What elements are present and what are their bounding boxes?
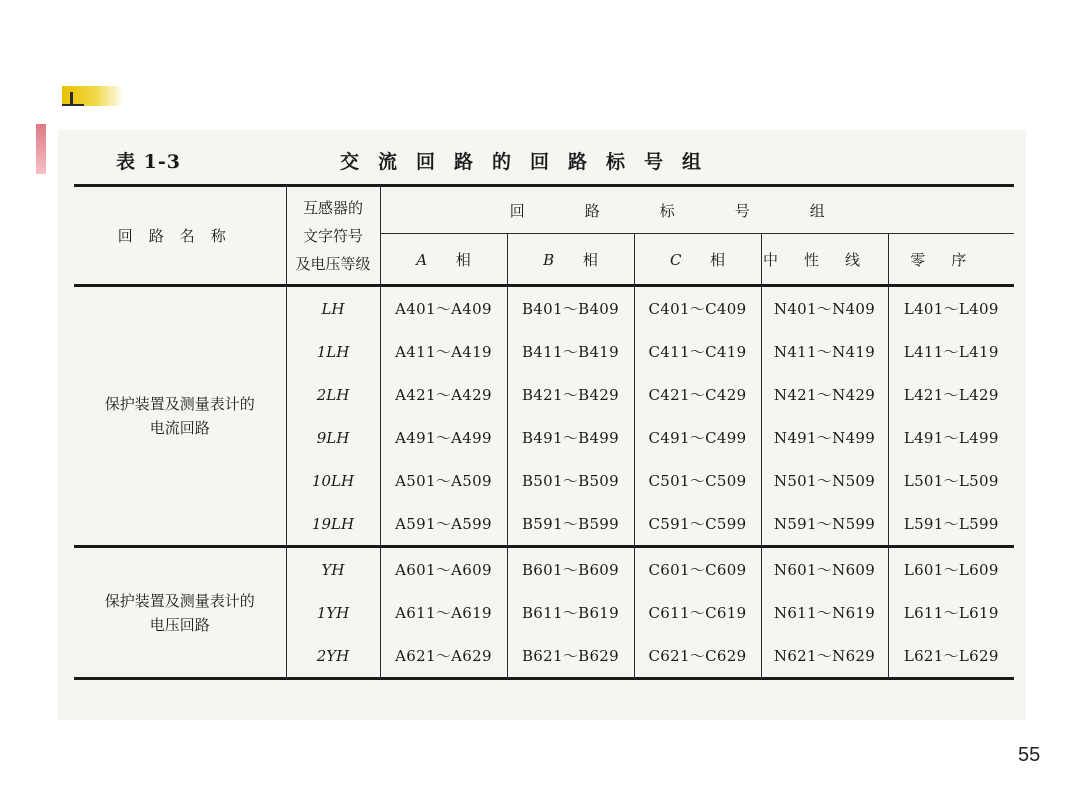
cell-phase-b: B501～B509 <box>507 459 634 502</box>
row-symbol: 1YH <box>286 591 380 634</box>
row-symbol: 1LH <box>286 330 380 373</box>
slide-side-bar <box>36 124 46 174</box>
cell-phase-c: C491～C499 <box>634 416 761 459</box>
cell-zero-sequence: L421～L429 <box>888 373 1014 416</box>
table-row <box>74 286 1014 331</box>
cell-phase-b: B591～B599 <box>507 502 634 547</box>
cell-neutral: N601～N609 <box>761 547 888 592</box>
phase-suffix: 相 <box>455 250 471 269</box>
cell-zero-sequence: L491～L499 <box>888 416 1014 459</box>
cell-phase-a: A621～A629 <box>380 634 507 679</box>
cell-zero-sequence: L621～L629 <box>888 634 1014 679</box>
slide-accent-baseline <box>62 104 84 106</box>
row-symbol: YH <box>286 547 380 592</box>
header-number-group: 回路标号组 <box>380 186 1014 234</box>
cell-zero-sequence: L501～L509 <box>888 459 1014 502</box>
table-number: 表 1-3 <box>116 151 181 173</box>
cell-neutral: N611～N619 <box>761 591 888 634</box>
cell-phase-a: A491～A499 <box>380 416 507 459</box>
group-name-line-1: 保护装置及测量表计的 <box>104 395 255 413</box>
row-symbol: 10LH <box>286 459 380 502</box>
cell-neutral: N491～N499 <box>761 416 888 459</box>
cell-phase-b: B611～B619 <box>507 591 634 634</box>
table-title: 交流回路的回路标号组 <box>340 151 721 173</box>
group-name-line-2: 电流回路 <box>149 419 210 437</box>
cell-neutral: N501～N509 <box>761 459 888 502</box>
cell-phase-b: B421～B429 <box>507 373 634 416</box>
group-name-line-2: 电压回路 <box>149 615 210 634</box>
cell-zero-sequence: L601～L609 <box>888 547 1014 592</box>
cell-phase-c: C611～C619 <box>634 591 761 634</box>
cell-neutral: N401～N409 <box>761 286 888 331</box>
cell-neutral: N621～N629 <box>761 634 888 679</box>
cell-phase-c: C421～C429 <box>634 373 761 416</box>
row-symbol: 2YH <box>286 634 380 679</box>
group-name-voltage <box>74 547 286 679</box>
header-phase-b <box>507 234 634 286</box>
group-name-current <box>74 286 286 547</box>
cell-zero-sequence: L611～L619 <box>888 591 1014 634</box>
phase-letter: A <box>416 250 428 269</box>
row-symbol: 9LH <box>286 416 380 459</box>
phase-letter: C <box>669 250 682 269</box>
header-row-top <box>74 186 1014 234</box>
cell-neutral: N591～N599 <box>761 502 888 547</box>
page-number: 55 <box>1018 744 1041 766</box>
phase-letter: B <box>543 250 555 269</box>
cell-phase-c: C411～C419 <box>634 330 761 373</box>
cell-neutral: N421～N429 <box>761 373 888 416</box>
header-symbol-line-2: 文字符号 <box>302 226 363 245</box>
cell-phase-a: A421～A429 <box>380 373 507 416</box>
cell-phase-a: A591～A599 <box>380 502 507 547</box>
row-symbol: 19LH <box>286 502 380 547</box>
cell-phase-b: B621～B629 <box>507 634 634 679</box>
cell-phase-c: C621～C629 <box>634 634 761 679</box>
cell-phase-b: B411～B419 <box>507 330 634 373</box>
header-zero-sequence: 零序 <box>888 234 1014 286</box>
header-symbol-line-1: 互感器的 <box>302 198 363 217</box>
cell-phase-a: A401～A409 <box>380 286 507 331</box>
header-symbol <box>286 186 380 286</box>
cell-neutral: N411～N419 <box>761 330 888 373</box>
cell-phase-c: C401～C409 <box>634 286 761 331</box>
header-neutral: 中性线 <box>761 234 888 286</box>
cell-phase-a: A601～A609 <box>380 547 507 592</box>
cell-phase-c: C601～C609 <box>634 547 761 592</box>
cell-zero-sequence: L401～L409 <box>888 286 1014 331</box>
cell-phase-b: B491～B499 <box>507 416 634 459</box>
header-phase-c <box>634 234 761 286</box>
circuit-number-table <box>74 184 1014 680</box>
cell-phase-a: A501～A509 <box>380 459 507 502</box>
row-symbol: 2LH <box>286 373 380 416</box>
phase-suffix: 相 <box>582 250 598 269</box>
header-phase-a <box>380 234 507 286</box>
cell-zero-sequence: L591～L599 <box>888 502 1014 547</box>
header-symbol-line-3: 及电压等级 <box>295 254 371 273</box>
phase-suffix: 相 <box>710 250 726 269</box>
group-name-line-1: 保护装置及测量表计的 <box>104 591 255 610</box>
table-row <box>74 547 1014 592</box>
cell-phase-b: B601～B609 <box>507 547 634 592</box>
cell-phase-c: C591～C599 <box>634 502 761 547</box>
cell-zero-sequence: L411～L419 <box>888 330 1014 373</box>
cell-phase-c: C501～C509 <box>634 459 761 502</box>
cell-phase-a: A611～A619 <box>380 591 507 634</box>
cell-phase-b: B401～B409 <box>507 286 634 331</box>
row-symbol: LH <box>286 286 380 331</box>
header-circuit-name: 回路名称 <box>74 186 286 286</box>
cell-phase-a: A411～A419 <box>380 330 507 373</box>
